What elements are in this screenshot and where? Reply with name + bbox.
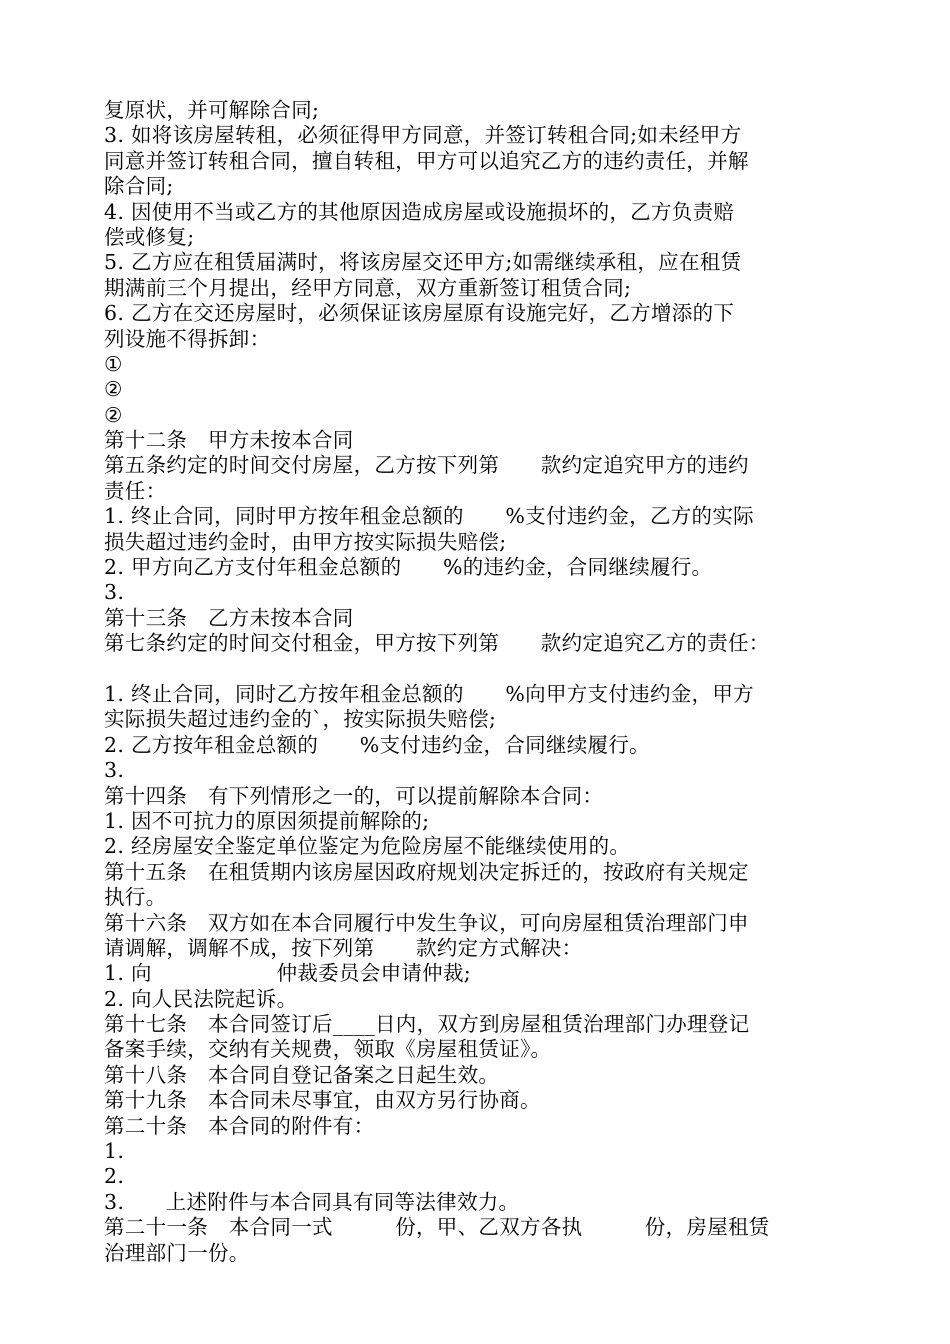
article-heading: 第十五条 在租赁期内该房屋因政府规划决定拆迁的，按政府有关规定 [104,859,749,884]
text-line: 4. 因使用不当或乙方的其他原因造成房屋或设施损坏的，乙方负责赔 [104,199,735,224]
text-line: 期满前三个月提出，经甲方同意，双方重新签订租赁合同; [104,275,632,300]
text-line: 1. 向 仲裁委员会申请仲裁; [104,961,471,986]
text-line: 1. 因不可抗力的原因须提前解除的; [104,808,430,833]
text-line: 治理部门一份。 [104,1240,250,1265]
text-line: 6. 乙方在交还房屋时，必须保证该房屋原有设施完好，乙方增添的下 [104,301,735,326]
text-line: 3. [104,580,125,605]
text-line: 3. 如将该房屋转租，必须征得甲方同意，并签订转租合同;如未经甲方 [104,123,742,148]
text-line: 除合同; [104,174,174,199]
article-heading: 第二十条 本合同的附件有： [104,1113,375,1138]
text-line: 2. [104,1164,125,1189]
text-line: ② [104,377,123,402]
article-heading: 第二十一条 本合同一式 份，甲、乙双方各执 份，房屋租赁 [104,1215,770,1240]
article-heading: 第十七条 本合同签订后____日内，双方到房屋租赁治理部门办理登记 [104,1012,750,1037]
text-line: 2. 乙方按年租金总额的 %支付违约金，合同继续履行。 [104,732,650,757]
article-heading: 第十六条 双方如在本合同履行中发生争议，可向房屋租赁治理部门申 [104,910,749,935]
text-line: 同意并签订转租合同，擅自转租，甲方可以追究乙方的违约责任，并解 [104,148,749,173]
text-line: 3. [104,758,125,783]
text-line: 1. [104,1139,125,1164]
text-line: 备案手续，交纳有关规费，领取《房屋租赁证》。 [104,1037,552,1062]
text-line: 列设施不得拆卸： [104,326,271,351]
text-line: 责任： [104,478,167,503]
article-heading: 第十四条 有下列情形之一的，可以提前解除本合同： [104,783,604,808]
text-line: 第五条约定的时间交付房屋，乙方按下列第 款约定追究甲方的违约 [104,453,749,478]
text-line: 2. 经房屋安全鉴定单位鉴定为危险房屋不能继续使用的。 [104,834,631,859]
article-heading: 第十二条 甲方未按本合同 [104,428,354,453]
text-line: 3. 上述附件与本合同具有同等法律效力。 [104,1189,520,1214]
text-line: 损失超过违约金时，由甲方按实际损失赔偿; [104,529,507,554]
text-line: 第七条约定的时间交付租金，甲方按下列第 款约定追究乙方的责任： [104,631,770,656]
text-line: 请调解，调解不成，按下列第 款约定方式解决： [104,935,583,960]
text-line: 偿或修复; [104,224,195,249]
document-page [104,98,856,1266]
text-line: ① [104,351,123,376]
article-heading: 第十八条 本合同自登记备案之日起生效。 [104,1062,500,1087]
text-line: 2. 甲方向乙方支付年租金总额的 %的违约金，合同继续履行。 [104,555,713,580]
text-line: 执行。 [104,885,167,910]
text-line: 复原状，并可解除合同; [104,98,320,122]
article-heading: 第十九条 本合同未尽事宜，由双方另行协商。 [104,1088,541,1113]
blank-line [104,657,856,682]
text-line: 5. 乙方应在租赁届满时，将该房屋交还甲方;如需继续承租，应在租赁 [104,250,742,275]
text-line: 1. 终止合同，同时甲方按年租金总额的 %支付违约金，乙方的实际 [104,504,754,529]
text-line: 2. 向人民法院起诉。 [104,986,298,1011]
article-heading: 第十三条 乙方未按本合同 [104,605,354,630]
text-line: 实际损失超过违约金的`，按实际损失赔偿; [104,707,497,732]
text-line: ② [104,402,123,427]
text-line: 1. 终止合同，同时乙方按年租金总额的 %向甲方支付违约金，甲方 [104,681,754,706]
